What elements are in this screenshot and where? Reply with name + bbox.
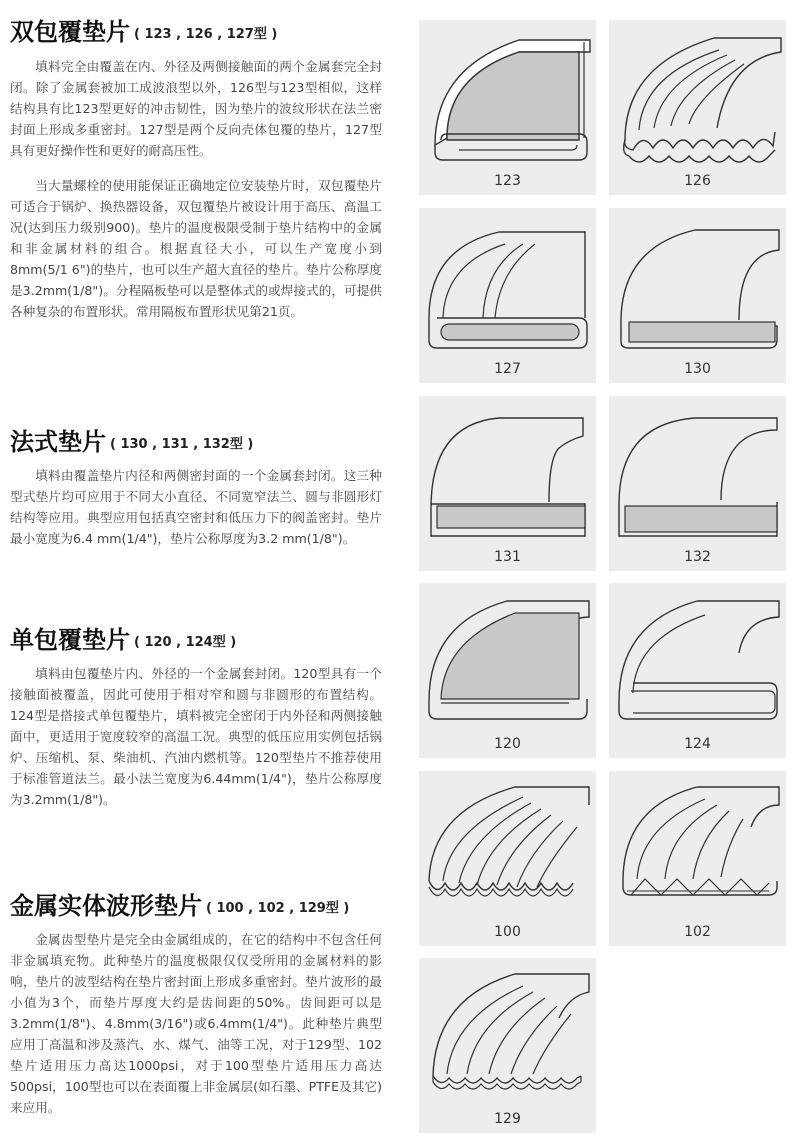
section-subtitle: ( 120 , 124型 ): [134, 635, 237, 650]
gasket-diagram-124: [609, 583, 786, 758]
gasket-126-illustration: [609, 20, 786, 195]
diagram-label: 129: [494, 1111, 521, 1127]
gasket-diagram-102: [609, 771, 786, 946]
section-corrugated-metal: [10, 892, 382, 1132]
section-subtitle: ( 123 , 126 , 127型 ): [134, 27, 278, 42]
gasket-129-illustration: [419, 958, 596, 1133]
gasket-diagram-123: [419, 20, 596, 195]
gasket-123-illustration: [419, 20, 596, 195]
diagram-label: 123: [494, 173, 521, 189]
section-single-jacketed: [10, 626, 382, 824]
section-paragraph: 填料完全由覆盖在内、外径及两侧接触面的两个金属套完全封闭。除了金属套被加工成波浪型以外，126型与123型相似，这样结构具有比123型更好的冲击韧性，因为垫片的波纹形状在法兰密封面上形成多重密封。127型是两个反向壳体包覆的垫片，127型具有更好操作性和更好的耐高压性。: [10, 59, 382, 158]
gasket-diagram-126: [609, 20, 786, 195]
section-title: 法式垫片 ( 130 , 131 , 132型 ): [10, 428, 254, 456]
diagram-label: 120: [494, 736, 521, 752]
gasket-132-illustration: [609, 396, 786, 571]
diagram-label: 102: [684, 924, 711, 940]
gasket-130-illustration: [609, 208, 786, 383]
gasket-diagram-100: [419, 771, 596, 946]
gasket-diagram-120: [419, 583, 596, 758]
section-french-type: [10, 428, 382, 563]
diagram-label: 100: [494, 924, 521, 940]
gasket-120-illustration: [419, 583, 596, 758]
diagram-label: 132: [684, 549, 711, 565]
section-paragraph: 填料由覆盖垫片内径和两侧密封面的一个金属套封闭。这三种型式垫片均可应用于不同大小直径、不同宽窄法兰、圆与非圆形灯结构等应用。典型应用包括真空密封和低压力下的阀盖密封。垫片最小宽度为6.4 mm(1/4")，垫片公称厚度为3.2 mm(1/8")。: [10, 468, 382, 546]
section-title: 双包覆垫片 ( 123 , 126 , 127型 ): [10, 18, 278, 46]
section-title: 金属实体波形垫片 ( 100 , 102 , 129型 ): [10, 892, 350, 920]
gasket-100-illustration: [419, 771, 596, 946]
section-subtitle: ( 100 , 102 , 129型 ): [206, 901, 350, 916]
diagram-label: 124: [684, 736, 711, 752]
gasket-102-illustration: [609, 771, 786, 946]
diagram-label: 130: [684, 361, 711, 377]
section-double-jacketed: [10, 18, 382, 336]
section-title: 单包覆垫片 ( 120 , 124型 ): [10, 626, 237, 654]
gasket-diagram-131: [419, 396, 596, 571]
section-paragraph: 当大量螺栓的使用能保证正确地定位安装垫片时，双包覆垫片可适合于锅炉、换热器设备，双包覆垫片被设计用于高压、高温工况(达到压力级别900)。垫片的温度极限受制于垫片结构中的金属和非金属材料的组合。根据直径大小，可以生产宽度小到8mm(5/1 6")的垫片，也可以生产超大直径的垫片。垫片公称厚度是3.2mm(1/8")。分程隔板垫可以是整体式的或焊接式的，可提供各种复杂的布置形状。常用隔板布置形状见第21页。: [10, 178, 382, 319]
gasket-diagram-127: [419, 208, 596, 383]
section-paragraph: 金属齿型垫片是完全由金属组成的，在它的结构中不包含任何非金属填充物。此种垫片的温度极限仅仅受所用的金属材料的影响，垫片的波型结构在垫片密封面上形成多重密封。垫片波形的最小值为3个，而垫片厚度大约是齿间距的50%。齿间距可以是3.2mm(1/8")、4.8mm(3/16")或6.4mm(1/4")。此种垫片典型应用丁高温和涉及蒸汽、水、煤气、油等工况，对于129型、102垫片适用压力高达1000psi，对于100型垫片适用压力高达500psi，100型也可以在表面覆上非金属层(如石墨、PTFE及其它)来应用。: [10, 932, 382, 1115]
gasket-131-illustration: [419, 396, 596, 571]
gasket-diagram-130: [609, 208, 786, 383]
diagram-label: 127: [494, 361, 521, 377]
gasket-diagram-132: [609, 396, 786, 571]
section-subtitle: ( 130 , 131 , 132型 ): [110, 437, 254, 452]
section-paragraph: 填料由包覆垫片内、外径的一个金属套封闭。120型具有一个接触面被覆盖，因此可使用于相对窄和圆与非圆形的布置结构。124型是搭接式单包覆垫片，填料被完全密闭于内外径和两侧接触面中，更适用于宽度较窄的高温工况。典型的低压应用实例包括锅炉、压缩机、泵、柴油机、汽油内燃机等。120型垫片不推荐使用于标准管道法兰。最小法兰宽度为6.44mm(1/4")，垫片公称厚度为3.2mm(1/8")。: [10, 666, 382, 807]
diagram-label: 131: [494, 549, 521, 565]
gasket-124-illustration: [609, 583, 786, 758]
diagram-label: 126: [684, 173, 711, 189]
gasket-diagram-129: [419, 958, 596, 1133]
gasket-127-illustration: [419, 208, 596, 383]
